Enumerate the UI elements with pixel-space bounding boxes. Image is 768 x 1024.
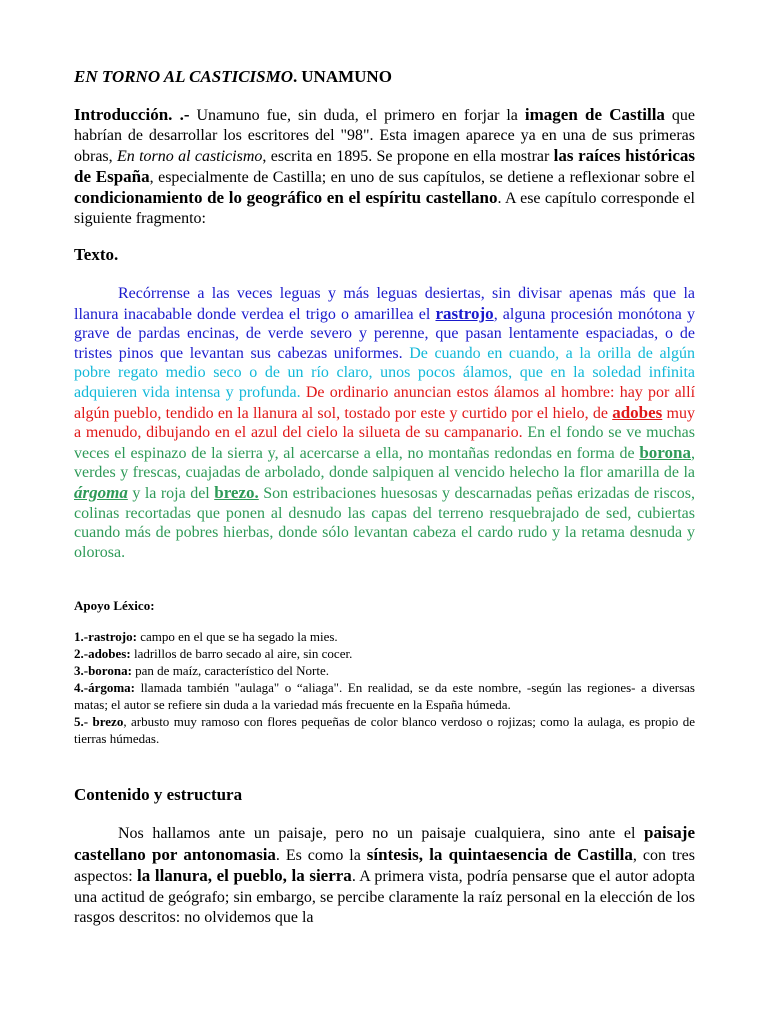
contenido-text-2: . Es como la [275, 846, 367, 864]
contenido-bold-1: paisaje castellano por antonomasia [74, 823, 695, 864]
glossary-definition: , arbusto muy ramoso con flores pequeñas de color blanco verdoso o rojizas; como la aulaga, es propio de tierras húmedas. [74, 714, 696, 746]
document-title [74, 66, 695, 88]
glossary-term: 4.-árgoma: [74, 680, 136, 695]
texto-green-2: , verdes y frescas, cuajadas de arbolado, donde salpiquen al vencido helecho la flor amarilla de la [74, 444, 695, 482]
texto-blue-1: Recórrense a las veces leguas y más leguas desiertas, sin divisar apenas más que la llanura inacabable donde verdea el trigo o amarillea el [74, 285, 695, 323]
title-period: . [293, 67, 298, 86]
glossary-term: 5.- brezo [74, 714, 124, 729]
keyword-brezo: brezo. [214, 482, 259, 502]
contenido-text-3: , con tres aspectos: [74, 846, 695, 886]
glossary-term: 1.-rastrojo: [74, 629, 137, 644]
glossary-item [74, 628, 695, 645]
keyword-rastrojo: rastrojo [435, 303, 494, 323]
intro-paragraph [74, 105, 695, 229]
texto-green-3: y la roja del [127, 484, 215, 502]
texto-red-1: De ordinario anuncian estos álamos al hombre: hay por allí algún pueblo, tendido en la llanura al sol, tostado por este y curtido por el hielo, de [74, 383, 696, 422]
intro-italic-title: En torno al casticismo [116, 148, 263, 165]
glossary-definition: campo en el que se ha segado la mies. [136, 629, 338, 644]
contenido-bold-3: la llanura, el pueblo, la sierra [137, 866, 352, 886]
keyword-borona: borona [639, 442, 691, 462]
glossary-item [74, 645, 695, 662]
texto-green-1: En el fondo se ve muchas veces el espinazo de la sierra y, al acercarse a ella, no montañas redondas en forma de [74, 424, 696, 462]
intro-bold-1: imagen de Castilla [524, 105, 665, 124]
author-name: UNAMUNO [301, 67, 392, 86]
intro-label: Introducción. .- [74, 105, 190, 124]
glossary-item [74, 662, 695, 679]
glossary-definition: llamada también "aulaga" o “aliaga". En realidad, se da este nombre, -según las regiones- a diversas matas; el autor se refiere sin duda a la variedad más frecuente en la España húmeda. [74, 680, 695, 712]
intro-text-3: , escrita en 1895. Se propone en ella mostrar [262, 148, 554, 165]
glossary-term: 3.-borona: [74, 663, 132, 678]
glossary-item [74, 679, 695, 713]
contenido-text-4: . A primera vista, podría pensarse que el autor adopta una actitud de geógrafo; sin embargo, se percibe claramente la raíz personal en la elección de los rasgos descritos: no olvidemos que la [74, 868, 695, 927]
intro-text-4: , especialmente de Castilla; en uno de sus capítulos, se detiene a reflexionar sobre el [149, 169, 695, 186]
glossary-list [74, 628, 695, 747]
contenido-bold-2: síntesis, la quintaesencia de Castilla [366, 844, 633, 864]
contenido-text-1: Nos hallamos ante un paisaje, pero no un paisaje cualquiera, sino ante el [118, 825, 644, 842]
glossary-item [74, 713, 695, 747]
glossary-term: 2.-adobes: [74, 646, 131, 661]
glossary-definition: pan de maíz, característico del Norte. [131, 663, 329, 678]
texto-green-4: Son estribaciones huesosas y descarnadas peñas erizadas de riscos, colinas recortadas que ponen al desnudo las capas del terreno resquebrajado de sed, cubiertas cuando más de pobres hierbas, donde sólo levantan cabeza el cardo rudo y la retama desnuda y olorosa. [74, 484, 695, 561]
apoyo-heading: Apoyo Léxico: [74, 598, 155, 613]
keyword-argoma: árgoma [74, 482, 128, 502]
work-title: EN TORNO AL CASTICISMO [74, 67, 294, 86]
intro-text-5: . A ese capítulo corresponde el siguiente fragmento: [74, 190, 695, 227]
intro-bold-2: las raíces históricas de España [74, 146, 696, 186]
texto-paragraph [74, 284, 695, 562]
intro-text-1: Unamuno fue, sin duda, el primero en forjar la [189, 107, 525, 124]
texto-cyan: De cuando en cuando, a la orilla de algún pobre regato medio seco o de un río claro, unos pocos álamos, que en la soledad infinita adquieren vida intensa y profunda. [74, 344, 695, 401]
intro-bold-3: condicionamiento de lo geográfico en el espíritu castellano [74, 188, 498, 207]
texto-blue-2: , alguna procesión monótona y grave de pardas encinas, de verde severo y perenne, que pasan lentamente espaciadas, o de tristes pinos que levantan sus cabezas uniformes. [74, 305, 696, 362]
intro-text-2: que habrían de desarrollar los escritores del "98". Esta imagen aparece ya en una de sus primeras obras, [74, 107, 696, 165]
glossary-definition: ladrillos de barro secado al aire, sin cocer. [130, 646, 353, 661]
contenido-paragraph [74, 823, 695, 929]
keyword-adobes: adobes [612, 402, 663, 422]
texto-red-2: muy a menudo, dibujando en el azul del cielo la silueta de su campanario. [74, 404, 695, 442]
texto-heading: Texto. [74, 245, 119, 264]
contenido-heading: Contenido y estructura [74, 785, 243, 804]
